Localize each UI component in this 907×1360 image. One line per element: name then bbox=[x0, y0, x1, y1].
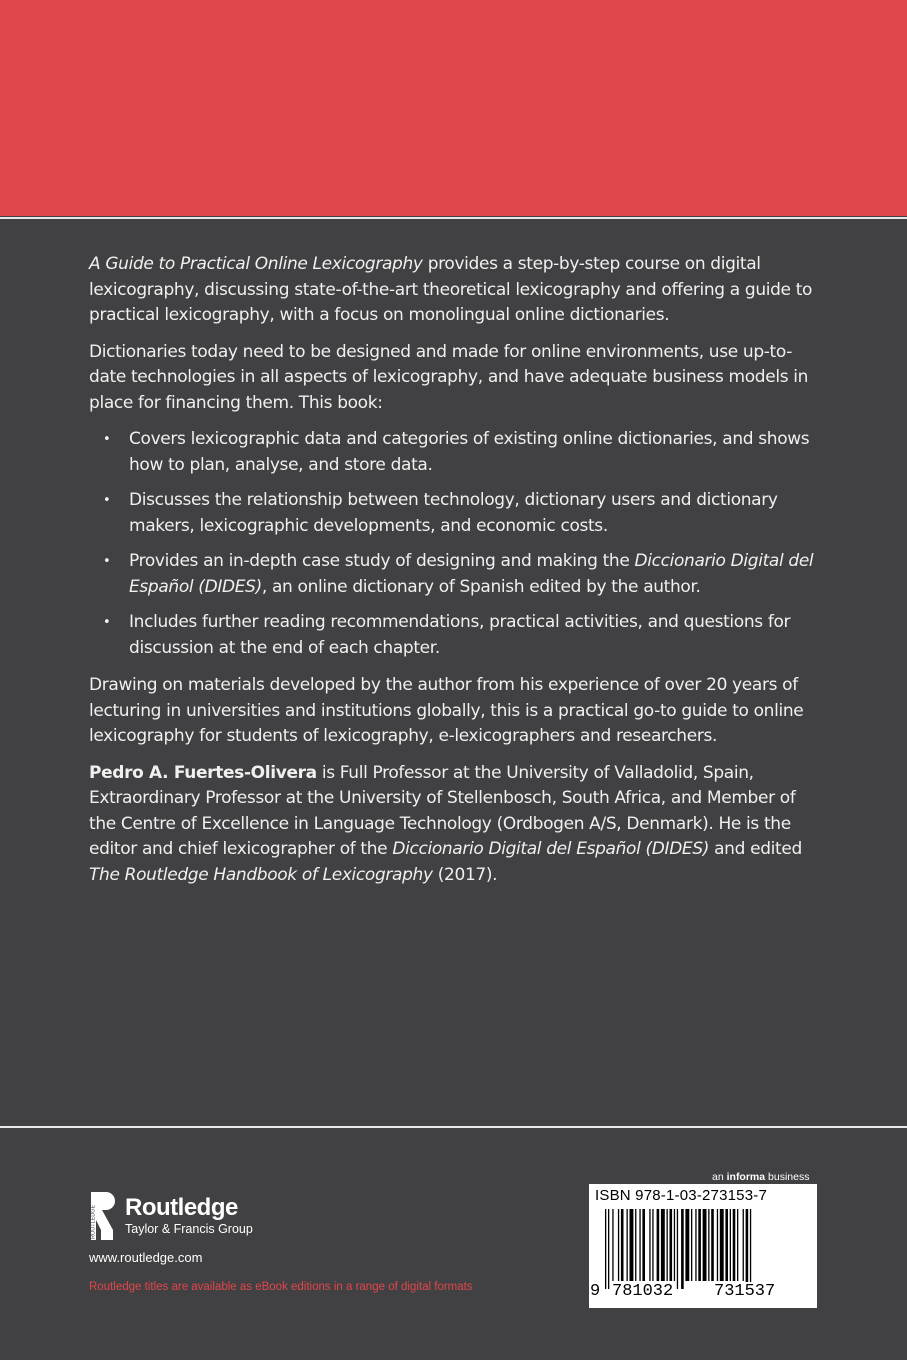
list-item bbox=[89, 488, 824, 539]
second-paragraph: Dictionaries today need to be designed and made for online environments, use up-to-date technologies in all aspects of lexicography, and have adequate business models in place for financing them. This book: bbox=[89, 341, 809, 413]
third-paragraph: Drawing on materials developed by the author from his experience of over 20 years of lecturing in universities and institutions globally, this is a practical go-to guide to online lexicography for students of lexicography, e-lexicographers and researchers. bbox=[89, 675, 804, 746]
barcode-bar bbox=[657, 1209, 660, 1281]
barcode-bar bbox=[698, 1209, 701, 1281]
list-item-text: Provides an in-depth case study of designing and making the bbox=[129, 551, 635, 571]
list-item-italic: Diccionario Digital del Español (DIDES) bbox=[129, 551, 814, 597]
barcode-bar bbox=[630, 1209, 634, 1281]
barcode-lead-digit: 9 bbox=[590, 1282, 601, 1301]
barcode-bar bbox=[661, 1209, 665, 1281]
bio-italic: Diccionario Digital del Español (DIDES) bbox=[392, 839, 710, 859]
routledge-logo-icon bbox=[89, 1190, 117, 1242]
barcode-bar bbox=[711, 1209, 714, 1281]
barcode-bar bbox=[608, 1209, 609, 1289]
barcode-bar bbox=[743, 1209, 744, 1281]
barcode-bar bbox=[730, 1209, 731, 1281]
barcode-bars bbox=[599, 1209, 807, 1289]
barcode-bar bbox=[746, 1209, 749, 1289]
barcode-bar bbox=[685, 1209, 689, 1281]
barcode-bar bbox=[708, 1209, 709, 1281]
barcode-bar bbox=[677, 1209, 678, 1289]
intro-text: provides a step-by-step course on digital lexicography, discussing state-of-the-art theoretical lexicography and offering a guide to practical lexicography, with a focus on monolingual online dictionaries. bbox=[89, 254, 813, 325]
barcode-bar bbox=[733, 1209, 736, 1281]
publisher-website: www.routledge.com bbox=[89, 1250, 203, 1265]
informa-prefix: an bbox=[712, 1171, 727, 1183]
author-bio bbox=[89, 761, 824, 889]
list-item-text: Includes further reading recommendations, practical activities, and questions for discussion at the end of each chapter. bbox=[129, 612, 791, 658]
barcode-digit-group: 731537 bbox=[714, 1282, 776, 1301]
barcode-bar bbox=[720, 1209, 724, 1281]
barcode-digit-group: 781032 bbox=[612, 1282, 674, 1301]
informa-tagline bbox=[712, 1171, 809, 1183]
barcode-bar bbox=[703, 1209, 707, 1281]
intro-paragraph bbox=[89, 252, 824, 329]
barcode-bar bbox=[681, 1209, 684, 1289]
barcode-bar bbox=[667, 1209, 668, 1281]
barcode-bar bbox=[725, 1209, 728, 1281]
bio-text: (2017). bbox=[432, 864, 498, 885]
bullet-icon: • bbox=[103, 554, 111, 569]
list-item bbox=[89, 549, 824, 600]
top-divider-line bbox=[0, 217, 907, 219]
informa-brand: informa bbox=[726, 1171, 766, 1183]
barcode-bar bbox=[649, 1209, 650, 1281]
barcode-bar bbox=[612, 1209, 613, 1281]
publisher-logo bbox=[89, 1190, 253, 1242]
top-color-band bbox=[0, 0, 907, 216]
author-name: Pedro A. Fuertes-Olivera bbox=[89, 762, 317, 783]
list-item-text: Discusses the relationship between technology, dictionary users and dictionary makers, lexicographic developments, and economic costs. bbox=[129, 490, 778, 536]
barcode-bar bbox=[639, 1209, 640, 1281]
barcode-bar bbox=[750, 1209, 751, 1289]
bullet-icon: • bbox=[103, 432, 111, 447]
list-item bbox=[89, 610, 824, 661]
logo-vertical-text: ROUTLEDGE bbox=[90, 1204, 97, 1239]
barcode-bar bbox=[652, 1209, 653, 1281]
bottom-divider-line bbox=[0, 1126, 907, 1128]
barcode-bar bbox=[642, 1209, 645, 1281]
bullet-icon: • bbox=[103, 493, 111, 508]
barcode-bar bbox=[691, 1209, 692, 1281]
isbn-barcode bbox=[589, 1184, 817, 1308]
barcode-bar bbox=[618, 1209, 619, 1281]
barcode-bar bbox=[695, 1209, 696, 1281]
publisher-name: Routledge bbox=[125, 1194, 238, 1221]
barcode-bar bbox=[627, 1209, 628, 1281]
bio-text: and edited bbox=[709, 839, 802, 859]
barcode-bar bbox=[605, 1209, 606, 1289]
barcode-bar bbox=[717, 1209, 718, 1281]
bullet-icon: • bbox=[103, 615, 111, 630]
isbn-label: ISBN 978-1-03-273153-7 bbox=[595, 1187, 768, 1204]
publisher-group: Taylor & Francis Group bbox=[125, 1222, 253, 1236]
bio-text: is Full Professor at the University of Valladolid, Spain, Extraordinary Professor at the University of Stellenbosch, South Africa, and Member of the Centre of Excellence in Language Technology (Ordbogen A/S, Denmark). He is the editor and chief lexicographer of the bbox=[89, 762, 796, 859]
barcode-bar bbox=[674, 1209, 675, 1281]
bio-italic: The Routledge Handbook of Lexicography bbox=[89, 864, 433, 885]
list-item bbox=[89, 427, 824, 478]
list-item-text: Covers lexicographic data and categories of existing online dictionaries, and shows how to plan, analyse, and store data. bbox=[129, 429, 810, 475]
ebook-note: Routledge titles are available as eBook editions in a range of digital formats bbox=[89, 1281, 473, 1293]
barcode-bar bbox=[737, 1209, 738, 1281]
informa-suffix: business bbox=[765, 1171, 810, 1183]
back-cover-blurb bbox=[89, 252, 824, 899]
barcode-bar bbox=[670, 1209, 673, 1281]
feature-list bbox=[89, 427, 824, 661]
barcode-bar bbox=[635, 1209, 636, 1281]
barcode-bar bbox=[621, 1209, 624, 1281]
book-title: A Guide to Practical Online Lexicography bbox=[89, 254, 423, 274]
list-item-text: , an online dictionary of Spanish edited by the author. bbox=[261, 576, 701, 597]
